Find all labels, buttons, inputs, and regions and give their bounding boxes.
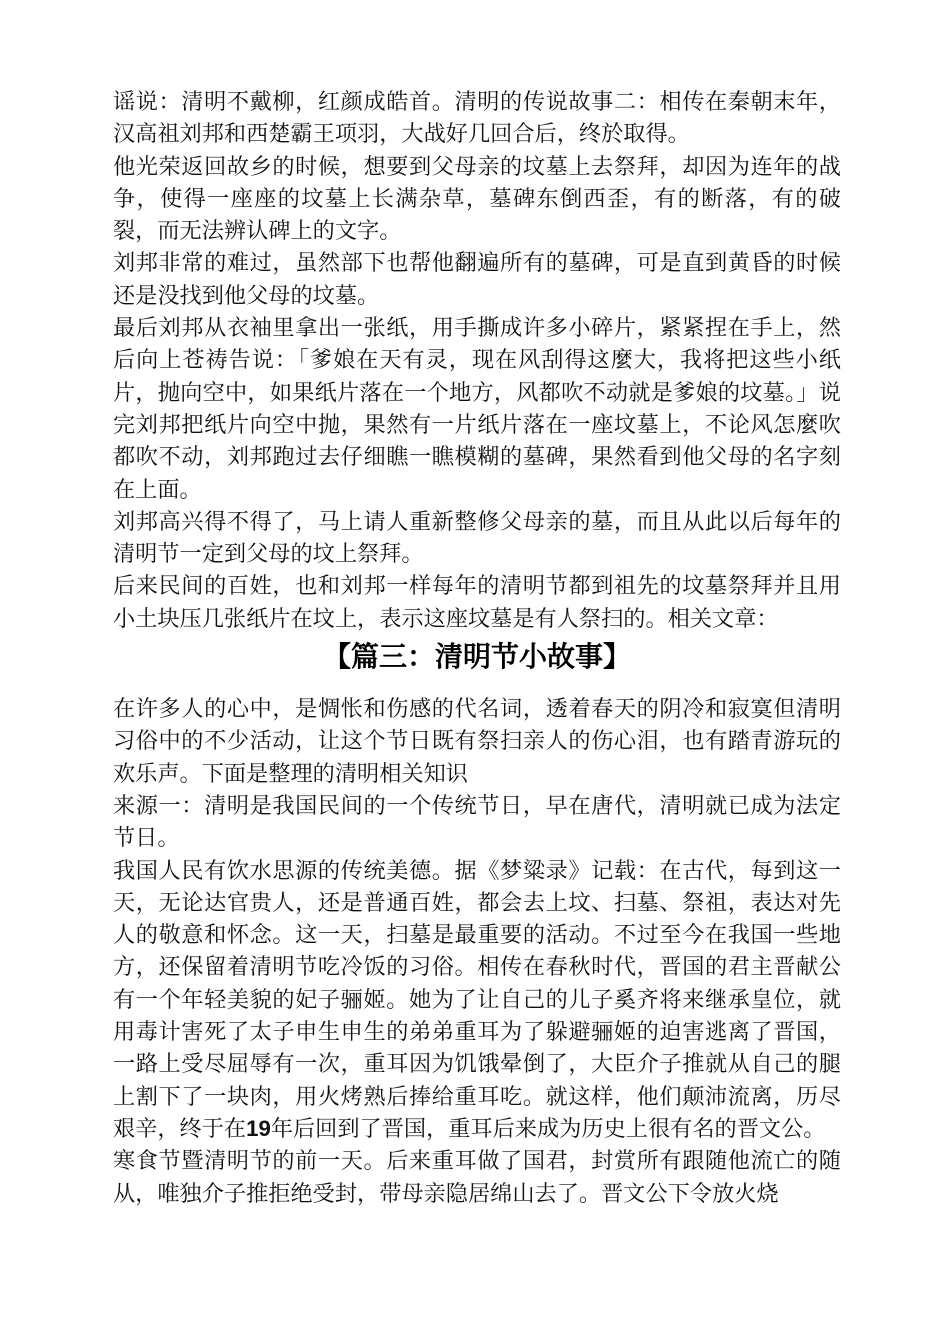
document-page: [113, 86, 841, 1210]
paragraph-8: 来源一：清明是我国民间的一个传统节日，早在唐代，清明就已成为法定节日。: [113, 792, 841, 852]
paragraph-2: 他光荣返回故乡的时候，想要到父母亲的坟墓上去祭拜，却因为连年的战争，使得一座座的坟墓上长满杂草，墓碑东倒西歪，有的断落，有的破裂，而无法辨认碑上的文字。: [113, 153, 841, 245]
paragraph-7: 在许多人的心中，是惆怅和伤感的代名词，透着春天的阴冷和寂寞但清明习俗中的不少活动，让这个节日既有祭扫亲人的伤心泪，也有踏青游玩的欢乐声。下面是整理的清明相关知识: [113, 696, 841, 787]
paragraph-6: 后来民间的百姓，也和刘邦一样每年的清明节都到祖先的坟墓祭拜并且用小土块压几张纸片在坟上，表示这座坟墓是有人祭扫的。相关文章：: [113, 573, 841, 632]
section-heading: 【篇三：清明节小故事】: [322, 640, 631, 674]
paragraph-5: 刘邦高兴得不得了，马上请人重新整修父母亲的墓，而且从此以后每年的清明节一定到父母的坟上祭拜。: [113, 508, 841, 568]
paragraph-1: 谣说：清明不戴柳，红颜成皓首。清明的传说故事二：相传在秦朝末年，汉高祖刘邦和西楚霸王项羽，大战好几回合后，终於取得。: [113, 89, 841, 148]
paragraph-3: 刘邦非常的难过，虽然部下也帮他翻遍所有的墓碑，可是直到黄昏的时候还是没找到他父母的坟墓。: [113, 250, 841, 309]
paragraph-9-text-a: 我国人民有饮水思源的传统美德。据《梦粱录》记载：在古代，每到这一天，无论达官贵人，还是普通百姓，都会去上坟、扫墓、祭祖，表达对先人的敬意和怀念。这一天，扫墓是最重要的活动。不过至今在我国一些地方，还保留着清明节吃冷饭的习俗。相传在春秋时代，晋国的君主晋献公有一个年轻美貌的妃子骊姬。她为了让自己的儿子奚齐将来继承皇位，就用毒计害死了太子申生申生的弟弟重耳为了躲避骊姬的迫害逃离了晋国，一路上受尽屈辱有一次，重耳因为饥饿晕倒了，大臣介子推就从自己的腿上割下了一块肉，用火烤熟后捧给重耳吃。就这样，他们颠沛流离，历尽艰辛，终于在: [113, 857, 841, 1142]
year-count: 19: [246, 1115, 271, 1141]
paragraph-9-text-b: 年后回到了晋国，重耳后来成为历史上很有名的晋文公。: [270, 1115, 826, 1142]
paragraph-4: 最后刘邦从衣袖里拿出一张纸，用手撕成许多小碎片，紧紧捏在手上，然后向上苍祷告说：「爹娘在天有灵，现在风刮得这麼大，我将把这些小纸片，抛向空中，如果纸片落在一个地方，风都吹不动就是爹娘的坟墓。」说完刘邦把纸片向空中抛，果然有一片纸片落在一座坟墓上，不论风怎麼吹都吹不动，刘邦跑过去仔细瞧一瞧模糊的墓碑，果然看到他父母的名字刻在上面。: [113, 315, 841, 503]
paragraph-10: 寒食节暨清明节的前一天。后来重耳做了国君，封赏所有跟随他流亡的随从，唯独介子推拒绝受封，带母亲隐居绵山去了。晋文公下令放火烧: [113, 1148, 841, 1207]
paragraph-9: [113, 855, 841, 1146]
